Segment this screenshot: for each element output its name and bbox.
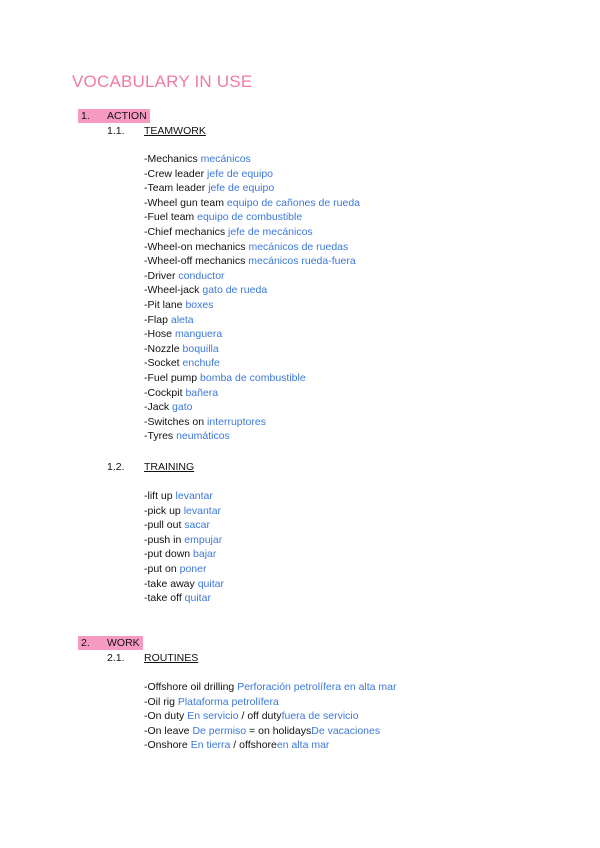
english-term: -take off bbox=[144, 592, 182, 605]
spanish-translation: levantar bbox=[175, 490, 213, 502]
spanish-translation: equipo de combustible bbox=[197, 211, 303, 224]
english-term: -Team leader bbox=[144, 182, 206, 195]
vocabulary-item bbox=[144, 680, 397, 695]
english-term: -Flap bbox=[144, 313, 168, 326]
english-term: -pull out bbox=[144, 519, 182, 532]
vocabulary-item bbox=[144, 254, 360, 269]
section-heading-work bbox=[78, 636, 143, 650]
spanish-translation: jefe de equipo bbox=[208, 182, 275, 195]
english-term: -Fuel team bbox=[144, 211, 195, 224]
spanish-translation: gato bbox=[172, 401, 193, 414]
vocabulary-item bbox=[144, 518, 224, 533]
vocabulary-item bbox=[144, 429, 360, 444]
english-term: -Hose bbox=[144, 328, 173, 341]
vocabulary-item bbox=[144, 533, 224, 548]
vocabulary-item bbox=[144, 724, 397, 739]
subsection-label: TEAMWORK bbox=[144, 125, 206, 137]
spanish-translation: sacar bbox=[184, 519, 210, 532]
vocabulary-item bbox=[144, 562, 224, 577]
vocabulary-item bbox=[144, 327, 360, 342]
english-term: -Socket bbox=[144, 357, 180, 370]
subsection-heading-routines bbox=[107, 651, 198, 665]
vocabulary-item bbox=[144, 738, 397, 753]
english-term: -Wheel gun team bbox=[144, 196, 224, 209]
spanish-translation: En tierra bbox=[190, 739, 231, 752]
spanish-translation: De vacaciones bbox=[311, 724, 381, 737]
spanish-translation: jefe de mecánicos bbox=[228, 225, 313, 238]
english-term: -take away bbox=[144, 577, 195, 590]
vocabulary-item bbox=[144, 313, 360, 328]
vocabulary-item bbox=[144, 269, 360, 284]
spanish-translation: empujar bbox=[184, 533, 223, 546]
section-label: ACTION bbox=[107, 110, 147, 122]
vocabulary-item bbox=[144, 504, 224, 519]
english-term: -put on bbox=[144, 562, 177, 575]
section-number: 1. bbox=[81, 110, 90, 122]
spanish-translation: En servicio bbox=[187, 710, 239, 723]
english-term: -pick up bbox=[144, 504, 181, 517]
english-term: -Onshore bbox=[144, 739, 188, 752]
section-number: 2. bbox=[81, 637, 90, 649]
subsection-number: 1.2. bbox=[107, 461, 125, 473]
english-term: -Mechanics bbox=[144, 153, 198, 165]
spanish-translation: manguera bbox=[174, 328, 223, 341]
spanish-translation: conductor bbox=[178, 269, 225, 282]
vocabulary-item bbox=[144, 577, 224, 592]
spanish-translation: levantar bbox=[183, 504, 222, 517]
spanish-translation: Perforación petrolífera en alta mar bbox=[237, 681, 397, 693]
english-term: / off duty bbox=[238, 710, 282, 723]
vocabulary-item bbox=[144, 298, 360, 313]
vocabulary-item bbox=[144, 400, 360, 415]
spanish-translation: en alta mar bbox=[276, 739, 330, 752]
subsection-label: TRAINING bbox=[144, 461, 195, 473]
vocabulary-item bbox=[144, 415, 360, 430]
spanish-translation: fuera de servicio bbox=[281, 710, 359, 723]
english-term: = on holidays bbox=[246, 724, 312, 737]
spanish-translation: De permiso bbox=[192, 724, 247, 737]
subsection-number: 1.1. bbox=[107, 125, 125, 137]
english-term: -Tyres bbox=[144, 430, 174, 443]
vocabulary-item bbox=[144, 210, 360, 225]
english-term: -Crew leader bbox=[144, 167, 205, 180]
vocabulary-item bbox=[144, 181, 360, 196]
english-term: -On duty bbox=[144, 710, 185, 723]
subsection-number: 2.1. bbox=[107, 652, 125, 664]
subsection-heading-training bbox=[107, 460, 194, 474]
english-term: -Jack bbox=[144, 401, 170, 414]
spanish-translation: quitar bbox=[184, 592, 211, 605]
vocabulary-item bbox=[144, 371, 360, 386]
spanish-translation: bajar bbox=[193, 548, 217, 561]
vocabulary-item bbox=[144, 283, 360, 298]
english-term: -Nozzle bbox=[144, 342, 180, 355]
english-term: -On leave bbox=[144, 724, 190, 737]
english-term: -Cockpit bbox=[144, 386, 183, 399]
spanish-translation: bomba de combustible bbox=[200, 371, 306, 384]
english-term: -Wheel-jack bbox=[144, 284, 200, 297]
routines-vocabulary-list bbox=[144, 680, 397, 753]
spanish-translation: mecánicos de ruedas bbox=[248, 240, 349, 253]
english-term: -Wheel-off mechanics bbox=[144, 255, 246, 268]
english-term: / offshore bbox=[230, 739, 277, 752]
english-term: -Switches on bbox=[144, 415, 205, 428]
spanish-translation: interruptores bbox=[207, 415, 266, 428]
english-term: -Pit lane bbox=[144, 298, 183, 311]
english-term: -Oil rig bbox=[144, 695, 175, 708]
spanish-translation: jefe de equipo bbox=[207, 167, 274, 180]
vocabulary-item bbox=[144, 196, 360, 211]
spanish-translation: gato de rueda bbox=[202, 284, 268, 297]
vocabulary-item bbox=[144, 225, 360, 240]
vocabulary-item bbox=[144, 489, 224, 504]
vocabulary-item bbox=[144, 591, 224, 606]
vocabulary-item bbox=[144, 342, 360, 357]
subsection-label: ROUTINES bbox=[144, 652, 199, 664]
english-term: -put down bbox=[144, 548, 191, 561]
english-term: -Driver bbox=[144, 269, 176, 282]
spanish-translation: Plataforma petrolífera bbox=[177, 695, 279, 708]
spanish-translation: neumáticos bbox=[176, 430, 230, 443]
vocabulary-item bbox=[144, 152, 360, 167]
spanish-translation: enchufe bbox=[182, 357, 220, 370]
vocabulary-item bbox=[144, 386, 360, 401]
vocabulary-item bbox=[144, 240, 360, 255]
vocabulary-item bbox=[144, 709, 397, 724]
english-term: -push in bbox=[144, 533, 182, 546]
vocabulary-item bbox=[144, 695, 397, 710]
vocabulary-item bbox=[144, 167, 360, 182]
english-term: -Wheel-on mechanics bbox=[144, 240, 246, 253]
english-term: -Offshore oil drilling bbox=[144, 681, 235, 693]
spanish-translation: mecánicos bbox=[200, 153, 251, 165]
spanish-translation: equipo de cañones de rueda bbox=[226, 196, 361, 209]
vocabulary-item bbox=[144, 547, 224, 562]
section-heading-action bbox=[78, 109, 150, 123]
spanish-translation: boquilla bbox=[182, 342, 219, 355]
document-title: VOCABULARY IN USE bbox=[72, 72, 253, 91]
english-term: -Fuel pump bbox=[144, 371, 198, 384]
english-term: -lift up bbox=[144, 490, 173, 502]
vocabulary-item bbox=[144, 356, 360, 371]
spanish-translation: poner bbox=[179, 562, 207, 575]
spanish-translation: boxes bbox=[185, 298, 214, 311]
section-label: WORK bbox=[107, 637, 140, 649]
subsection-heading-teamwork bbox=[107, 124, 206, 138]
spanish-translation: quitar bbox=[197, 577, 224, 590]
spanish-translation: mecánicos rueda-fuera bbox=[248, 255, 356, 268]
spanish-translation: bañera bbox=[185, 386, 219, 399]
training-vocabulary-list bbox=[144, 489, 224, 606]
teamwork-vocabulary-list bbox=[144, 152, 360, 444]
english-term: -Chief mechanics bbox=[144, 225, 226, 238]
spanish-translation: aleta bbox=[170, 313, 194, 326]
